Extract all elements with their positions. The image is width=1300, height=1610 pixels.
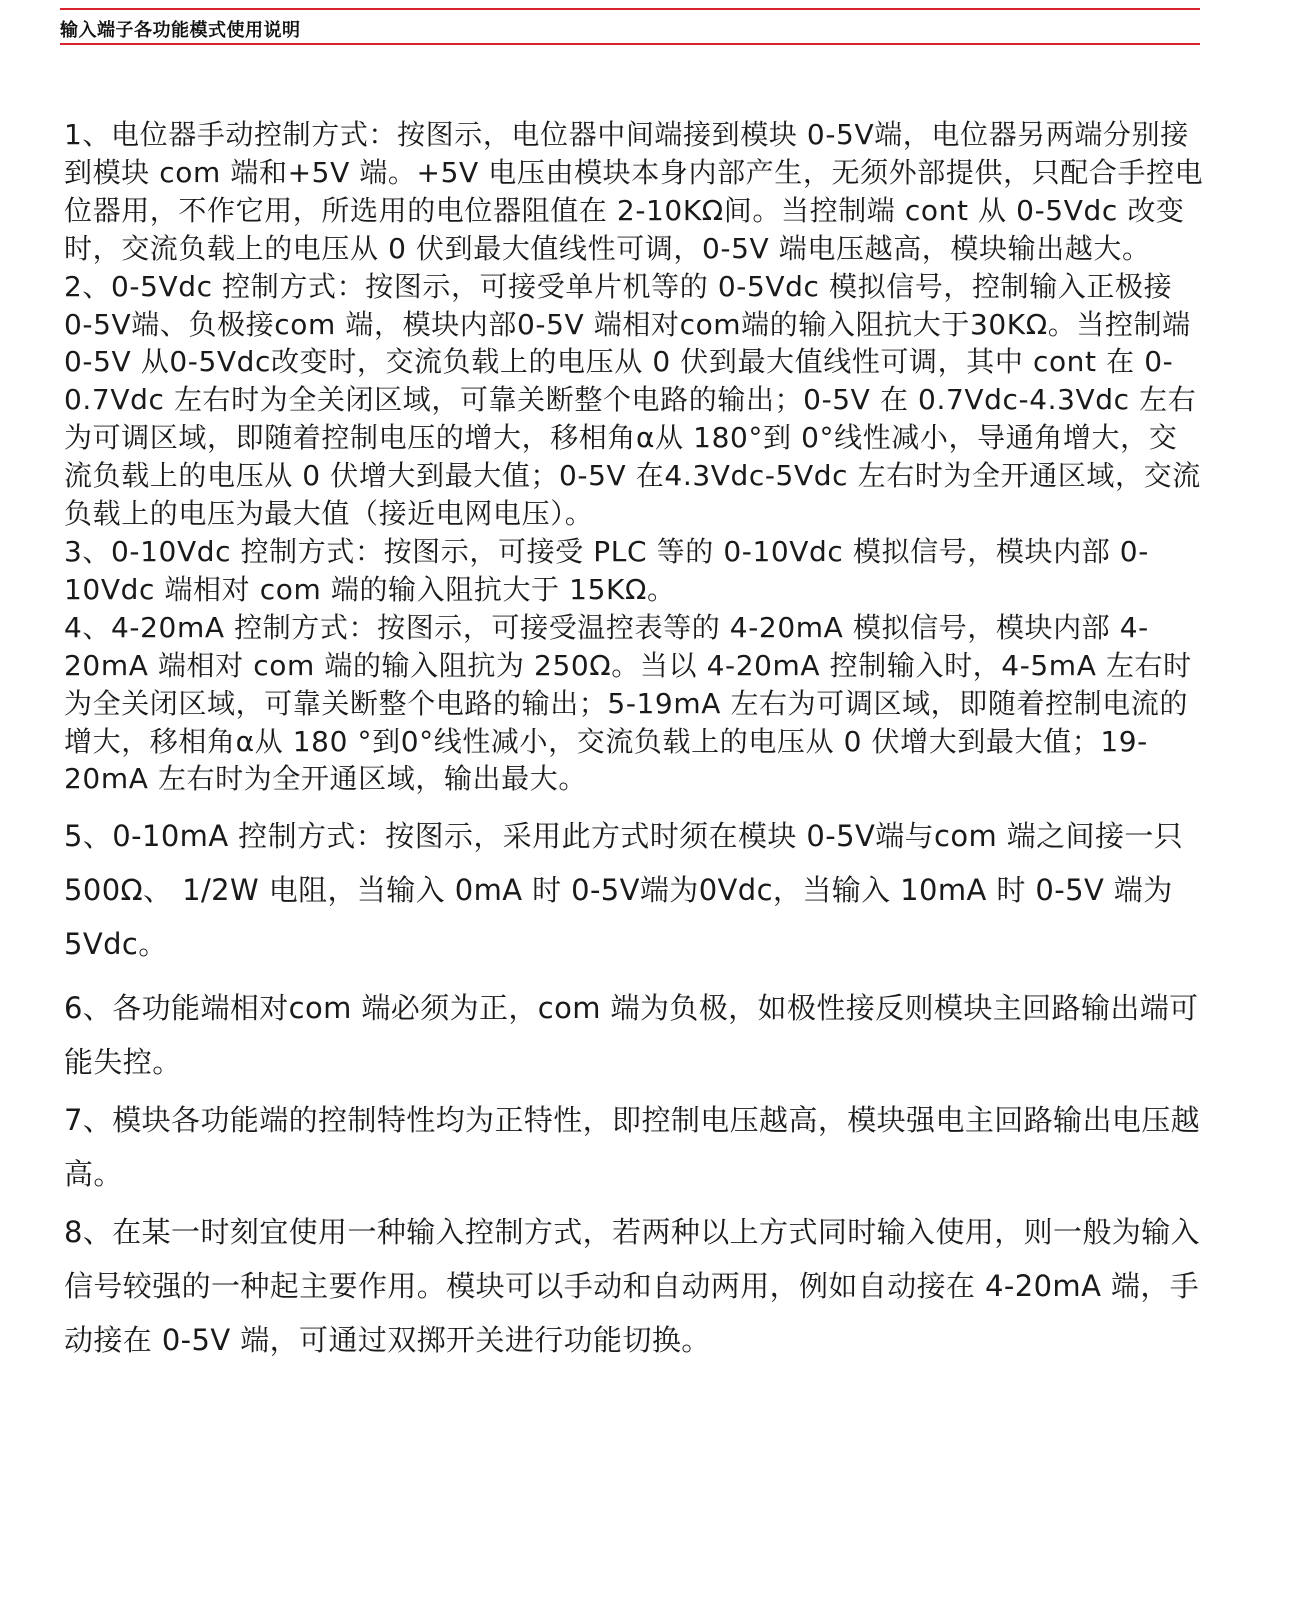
header-bottom-rule [60,43,1200,45]
paragraph-positive-characteristic: 7、模块各功能端的控制特性均为正特性，即控制电压越高，模块强电主回路输出电压越高。 [64,1103,1201,1192]
paragraph-4-20ma-mode: 4、4-20mA 控制方式：按图示，可接受温控表等的 4-20mA 模拟信号，模块内部 4-20mA 端相对 com 端的输入阻抗为 250Ω。当以 4-20mA 控制输入时，4-5mA 左右时为全关闭区域，可靠关断整个电路的输出；5-19mA 左右为可调区域，即随着控制电流的增大，移相角α从 180 °到0°线性减小，交流负载上的电压从 0 伏增大到最大值；19-20mA 左右时为全开通区域，输出最大。 [64,610,1192,796]
paragraph-0-5vdc-mode: 2、0-5Vdc 控制方式：按图示，可接受单片机等的 0-5Vdc 模拟信号，控制输入正极接 0-5V端、负极接com 端，模块内部0-5V 端相对com端的输入阻抗大于30KΩ。当控制端0-5V 从0-5Vdc改变时，交流负载上的电压从 0 伏到最大值线性可调，其中 cont 在 0-0.7Vdc 左右时为全关闭区域，可靠关断整个电路的输出；0-5V 在 0.7Vdc-4.3Vdc 左右为可调区域，即随着控制电压的增大，移相角α从 180°到 0°线性减小，导通角增大，交流负载上的电压从 0 伏增大到最大值；0-5V 在4.3Vdc-5Vdc 左右时为全开通区域，交流负载上的电压为最大值（接近电网电压）。 [64,269,1201,531]
header-top-rule [60,8,1200,10]
paragraph-0-10ma-mode: 5、0-10mA 控制方式：按图示，采用此方式时须在模块 0-5V端与com 端之间接一只 500Ω、 1/2W 电阻，当输入 0mA 时 0-5V端为0Vdc，当输入 10mA 时 0-5V 端为 5Vdc。 [64,819,1184,962]
page-header-title: 输入端子各功能模式使用说明 [60,20,301,41]
paragraph-potentiometer-mode: 1、电位器手动控制方式：按图示，电位器中间端接到模块 0-5V端，电位器另两端分别接到模块 com 端和+5V 端。+5V 电压由模块本身内部产生，无须外部提供，只配合手控电位器用，不作它用，所选用的电位器阻值在 2-10KΩ间。当控制端 cont 从 0-5Vdc 改变时，交流负载上的电压从 0 伏到最大值线性可调，0-5V 端电压越高，模块输出越大。 [64,118,1204,265]
paragraph-polarity-note: 6、各功能端相对com 端必须为正，com 端为负极，如极性接反则模块主回路输出端可能失控。 [64,991,1199,1080]
paragraph-0-10vdc-mode: 3、0-10Vdc 控制方式：按图示，可接受 PLC 等的 0-10Vdc 模拟信号，模块内部 0-10Vdc 端相对 com 端的输入阻抗大于 15KΩ。 [64,534,1149,606]
paragraph-single-input-advice: 8、在某一时刻宜使用一种输入控制方式，若两种以上方式同时输入使用，则一般为输入信号较强的一种起主要作用。模块可以手动和自动两用，例如自动接在 4-20mA 端，手动接在 0-5V 端，可通过双掷开关进行功能切换。 [64,1215,1201,1358]
document-body [64,116,1204,1367]
